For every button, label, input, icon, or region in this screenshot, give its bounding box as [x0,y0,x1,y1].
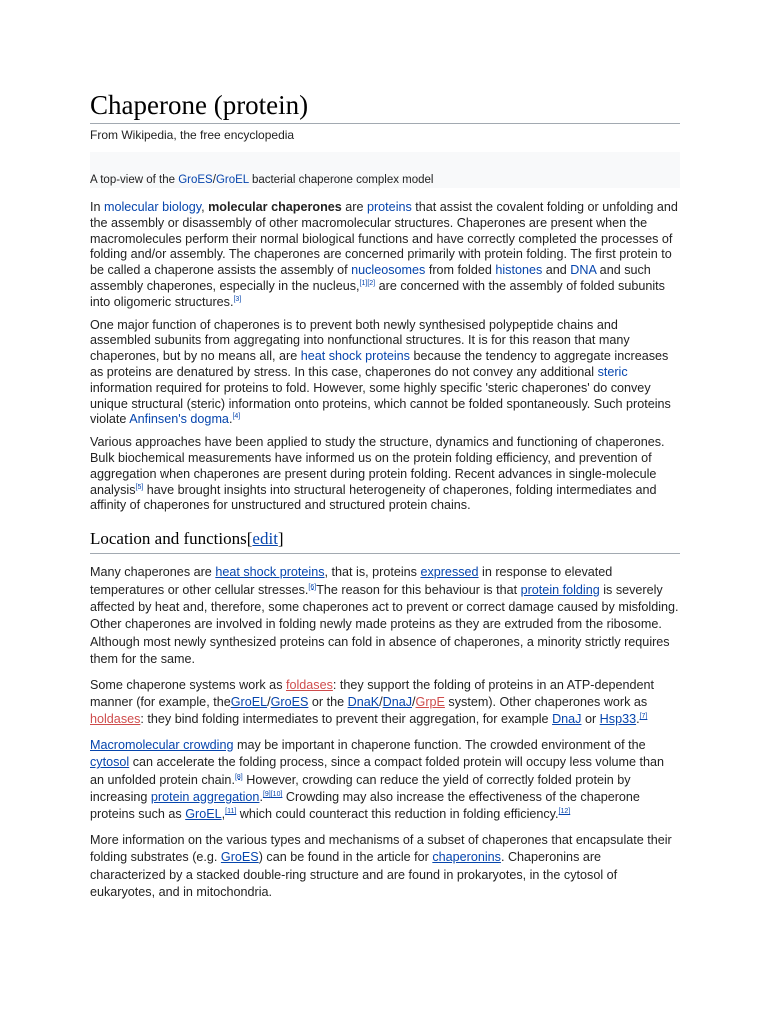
body-text: information required for proteins to fold. However, some highly specific 'steric chaperones' do convey unique structural (steric) information onto proteins, which cannot be folded spontaneously. Such proteins violate [90,380,671,427]
link-heat-shock-proteins[interactable]: heat shock proteins [300,349,410,364]
link-groel[interactable]: GroEL [230,694,268,709]
body-text: / [267,694,271,709]
body-text: . Chaperonins are characterized by a stacked double-ring structure and are found in prokaryotes, in the cytosol of eukaryotes, and in mitochondria. [90,850,618,900]
body-text: may be important in chaperone function. The crowded environment of the [233,737,646,752]
link-molecular-biology[interactable]: molecular biology [104,200,202,214]
caption-text [90,174,434,186]
citation-2[interactable]: [2] [367,279,376,287]
link-groes[interactable]: GroES [220,850,259,865]
link-dna[interactable]: DNA [570,263,597,278]
citation-5[interactable]: [5] [135,483,144,491]
link-chaperonins[interactable]: chaperonins [432,850,501,865]
body-text: The reason for this behaviour is that [316,582,521,597]
link-hsp33[interactable]: Hsp33 [599,712,637,727]
body-text: . [228,412,233,427]
body-text: However, crowding can reduce the yield of correctly folded protein by increasing [90,772,631,805]
body-text: can accelerate the folding process, since a compact folded protein will occupy less volume than an unfolded protein chain. [90,755,665,787]
body-text: Location and functions [90,529,247,549]
link-dnaj[interactable]: DnaJ [382,694,413,709]
link-dnak[interactable]: DnaK [347,694,380,709]
body-text: One major function of chaperones is to prevent both newly synthesised polypeptide chains and assembled subunits from aggregating into nonfunctional structures. It is for this reason that many chaperones, but by no means all, are [90,317,630,364]
body-text: because the tendency to aggregate increases as proteins are denatured by stress. In this case, chaperones do not convey any additional [90,349,669,379]
site-tagline: From Wikipedia, the free encyclopedia [90,128,295,142]
citation-6[interactable]: [6] [308,583,317,591]
link-grpe[interactable]: GrpE [415,694,445,709]
body-text: / [379,694,383,709]
link-protein-folding[interactable]: protein folding [520,582,600,597]
link-heat-shock-proteins[interactable]: heat shock proteins [215,565,325,580]
body-text: ) can be found in the article for [258,850,433,865]
intro-paragraph-3 [90,435,680,514]
body-text: or [581,712,600,727]
body-text: and [542,263,571,278]
link-foldases[interactable]: foldases [285,677,333,692]
body-text: Many chaperones are [90,565,216,580]
link-expressed[interactable]: expressed [420,565,479,580]
citation-12[interactable]: [12] [558,808,571,816]
body-text: from folded [425,263,496,278]
link-groel[interactable]: GroEL [185,807,222,822]
body-text: are concerned with the assembly of folded subunits into oligomeric structures. [90,278,665,309]
section-paragraph-1 [90,564,680,668]
link-anfinsens-dogma[interactable]: Anfinsen's dogma [129,412,229,427]
body-text: ] [277,529,284,549]
body-text: / [412,694,416,709]
article [90,88,680,909]
body-text: : they bind folding intermediates to prevent their aggregation, for example [140,712,553,727]
page-title: Chaperone (protein) [90,88,680,124]
link-histones[interactable]: histones [495,263,543,278]
body-text: and such assembly chaperones, especially in the nucleus, [90,263,651,293]
body-text: which could counteract this reduction in folding efficiency. [236,807,559,822]
bold-term: molecular chaperones [208,200,342,214]
link-cytosol[interactable]: cytosol [90,755,130,770]
body-text: Some chaperone systems work as [90,677,286,692]
link-steric[interactable]: steric [597,364,628,379]
link-holdases[interactable]: holdases [90,712,141,727]
body-text: Crowding may also increase the effectiveness of the chaperone proteins such as [90,790,640,822]
section-paragraph-4 [90,832,680,902]
body-text: , [221,807,226,822]
body-text: Various approaches have been applied to study the structure, dynamics and functioning of chaperones. Bulk biochemical measurements have informed us on the protein folding efficiency, and prevention of aggregation when chaperones are present during protein folding. Recent advances in single-molecule analysis [90,435,665,497]
section-heading-location [90,528,680,554]
body-text: is severely affected by heat and, therefore, some chaperones act to prevent or correct damage caused by misfolding. Other chaperones are involved in folding newly made proteins as they are extruded from the ribosome. Although most newly synthesized proteins can fold in absence of chaperones, a minority strictly requires them for the same. [90,582,679,667]
body-text: . [259,790,263,805]
body-text: . [636,712,640,727]
link-groes[interactable]: GroES [178,174,213,186]
citation-10[interactable]: [10] [270,790,283,798]
body-text: A top-view of the [90,174,179,186]
body-text: / [212,174,216,186]
intro-paragraph-1 [90,200,680,311]
body-text: or the [308,694,348,709]
citation-1[interactable]: [1] [359,279,368,287]
intro-paragraph-2 [90,318,680,429]
body-text: , [201,200,209,214]
link-protein-aggregation[interactable]: protein aggregation [150,790,260,805]
citation-3[interactable]: [3] [233,295,242,303]
body-text: in response to elevated temperatures or other cellular stresses. [90,565,613,597]
body-text: More information on the various types and mechanisms of a subset of chaperones that encapsulate their folding substrates (e.g. [90,832,672,865]
link-proteins[interactable]: proteins [366,200,412,214]
body-text: : they support the folding of proteins in an ATP-dependent manner (for example, the [90,677,655,709]
citation-4[interactable]: [4] [232,413,241,421]
section-paragraph-3 [90,737,680,824]
body-text: [ [246,529,253,549]
body-text: In [90,200,105,214]
citation-11[interactable]: [11] [225,808,237,816]
edit-section-link[interactable]: edit [252,529,278,549]
link-dnaj[interactable]: DnaJ [552,712,582,727]
section-paragraph-2 [90,677,680,729]
body-text: system). Other chaperones work as [444,694,648,709]
body-text: have brought insights into structural heterogeneity of chaperones, folding intermediates and affinity of chaperones for unstructured and structured protein chains. [90,482,657,513]
body-text: are [341,200,367,214]
link-groes[interactable]: GroES [270,694,309,709]
link-groel[interactable]: GroEL [215,174,249,186]
link-nucleosomes[interactable]: nucleosomes [351,263,426,278]
citation-7[interactable]: [7] [639,713,648,721]
citation-8[interactable]: [8] [234,773,243,781]
infobox-image-caption [90,152,680,188]
body-text: , that is, proteins [324,565,421,580]
link-macromolecular-crowding[interactable]: Macromolecular crowding [90,737,234,752]
body-text: that assist the covalent folding or unfolding and the assembly or disassembly of other macromolecular structures. Chaperones are present when the macromolecules perform their normal biological functions and have correctly completed the processes of folding and/or assembly. The chaperones are concerned primarily with protein folding. The first protein to be called a chaperone assists the assembly of [90,200,678,278]
citation-9[interactable]: [9] [262,790,271,798]
body-text: bacterial chaperone complex model [248,174,434,186]
